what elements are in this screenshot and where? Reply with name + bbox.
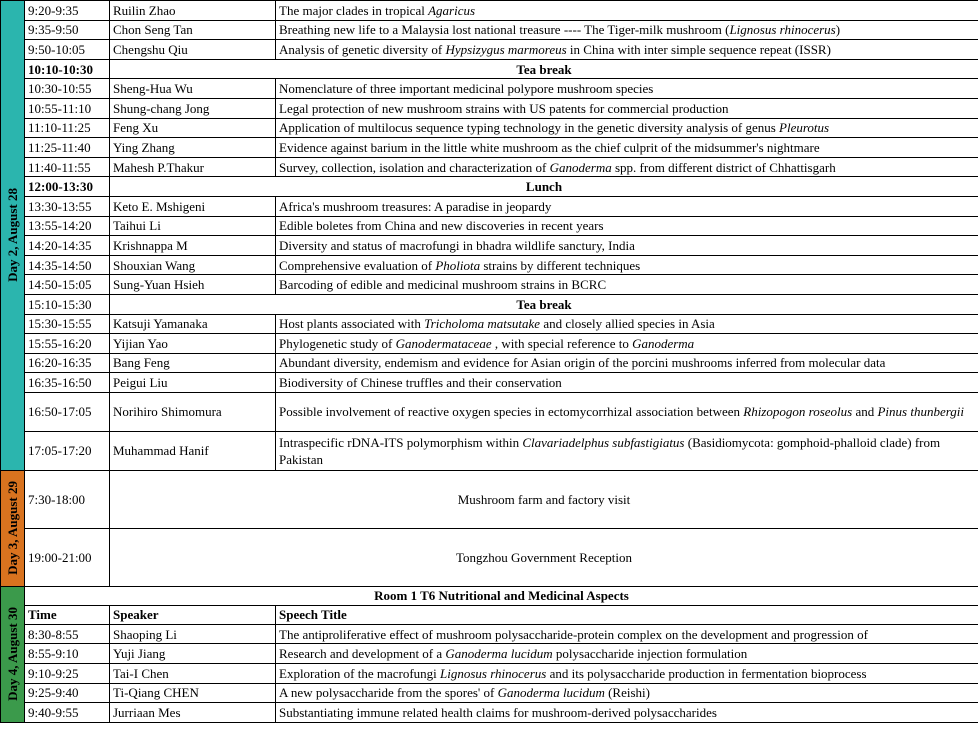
table-row [1,392,978,431]
speaker-cell: Ruilin Zhao [110,1,276,21]
speaker-cell: Shung-chang Jong [110,98,276,118]
table-row [1,624,978,644]
speaker-cell: Chengshu Qiu [110,40,276,60]
title-text: Intraspecific rDNA-ITS polymorphism within [279,434,523,450]
table-row [1,79,978,99]
title-species: Pinus thunbergii [877,404,965,420]
time-cell: 11:40-11:55 [25,157,110,177]
time-cell: 10:10-10:30 [25,59,110,79]
speech-title [276,138,978,158]
speaker-cell: Norihiro Shimomura [110,392,276,431]
speech-title [276,314,978,334]
title-species: Ganoderma [632,335,695,351]
table-row [1,157,978,177]
title-text: and closely allied species in Asia [540,316,715,332]
time-cell: 16:50-17:05 [25,392,110,431]
time-cell: 14:20-14:35 [25,236,110,256]
title-text: polysaccharide injection formulation [552,646,748,662]
table-row [1,40,978,60]
time-cell: 15:30-15:55 [25,314,110,334]
room-title-row [1,586,978,605]
title-text: Research and development of a [279,646,446,662]
table-row [1,275,978,295]
speaker-cell: Shaoping Li [110,624,276,644]
speaker-cell: Jurriaan Mes [110,703,276,723]
title-text: Evidence against barium in the little white mushroom as the chief culprit of the midsummer's nightmare [279,139,820,155]
speech-title [276,196,978,216]
header-speaker: Speaker [110,605,276,624]
title-species: Lignosus rhinocerus [440,665,547,681]
title-text: The antiproliferative effect of mushroom polysaccharide-protein complex on the development and progression of [279,626,868,642]
title-text: Africa's mushroom treasures: A paradise in jeopardy [279,198,552,214]
table-row [1,216,978,236]
table-row [1,373,978,393]
day-label-cell [1,586,25,722]
time-cell: 9:25-9:40 [25,683,110,703]
title-text: spp. from different district of Chhattisgarh [611,159,836,175]
title-text: Host plants associated with [279,316,425,332]
break-cell: Lunch [110,177,978,197]
speaker-cell: Shouxian Wang [110,255,276,275]
title-text: A new polysaccharide from the spores' of [279,685,498,701]
day-label: Day 2, August 28 [5,188,20,283]
speaker-cell: Yuji Jiang [110,644,276,664]
time-cell: 9:35-9:50 [25,20,110,40]
header-row [1,605,978,624]
speaker-cell: Ying Zhang [110,138,276,158]
title-text: Phylogenetic study of [279,335,396,351]
time-cell: 17:05-17:20 [25,431,110,470]
title-species: Clavariadelphus subfastigiatus [522,434,685,450]
title-species: Hypsizygus marmoreus [445,41,567,57]
event-cell: Mushroom farm and factory visit [110,470,978,528]
time-cell: 16:35-16:50 [25,373,110,393]
time-cell: 9:40-9:55 [25,703,110,723]
speech-title [276,373,978,393]
time-cell: 8:30-8:55 [25,624,110,644]
speech-title [276,20,978,40]
speaker-cell: Yijian Yao [110,334,276,354]
time-cell: 12:00-13:30 [25,177,110,197]
title-text: Possible involvement of reactive oxygen species in ectomycorrhizal association between [279,404,744,420]
title-species: Pholiota [435,257,481,273]
speech-title [276,275,978,295]
time-cell: 19:00-21:00 [25,528,110,586]
time-cell: 11:10-11:25 [25,118,110,138]
time-cell: 16:20-16:35 [25,353,110,373]
day-label: Day 3, August 29 [5,481,20,576]
speaker-cell: Katsuji Yamanaka [110,314,276,334]
speech-title [276,664,978,684]
speech-title [276,334,978,354]
title-text: and its polysaccharide production in fermentation bioprocess [546,665,867,681]
break-cell: Tea break [110,294,978,314]
speaker-cell: Feng Xu [110,118,276,138]
table-row [1,255,978,275]
table-row [1,683,978,703]
table-row [1,59,978,79]
table-row [1,353,978,373]
title-text: ) [835,22,841,38]
title-text: Substantiating immune related health claims for mushroom-derived polysaccharides [279,705,717,721]
time-cell: 7:30-18:00 [25,470,110,528]
table-row [1,1,978,21]
table-row [1,528,978,586]
day-label-cell [1,1,25,471]
break-cell: Tea break [110,59,978,79]
title-species: Agaricus [428,2,476,18]
title-text: , with special reference to [491,335,633,351]
speech-title [276,236,978,256]
title-text: Abundant diversity, endemism and evidence for Asian origin of the porcini mushrooms inferred from molecular data [279,355,886,371]
title-text: Legal protection of new mushroom strains with US patents for commercial production [279,100,729,116]
table-row [1,314,978,334]
speech-title [276,118,978,138]
speech-title [276,353,978,373]
table-row [1,664,978,684]
time-cell: 9:20-9:35 [25,1,110,21]
time-cell: 9:10-9:25 [25,664,110,684]
title-text: strains by different techniques [480,257,641,273]
time-cell: 8:55-9:10 [25,644,110,664]
table-row [1,470,978,528]
title-text: Exploration of the macrofungi [279,665,441,681]
table-row [1,196,978,216]
title-species: Ganoderma [549,159,612,175]
time-cell: 15:55-16:20 [25,334,110,354]
header-title: Speech Title [276,605,978,624]
title-species: Ganoderma lucidum [445,646,553,662]
speech-title [276,79,978,99]
time-cell: 15:10-15:30 [25,294,110,314]
speech-title [276,40,978,60]
speaker-cell: Mahesh P.Thakur [110,157,276,177]
title-text: Application of multilocus sequence typing technology in the genetic diversity analysis of genus [279,120,780,136]
speaker-cell: Sung-Yuan Hsieh [110,275,276,295]
table-row [1,294,978,314]
time-cell: 10:30-10:55 [25,79,110,99]
speech-title [276,216,978,236]
speech-title [276,98,978,118]
speaker-cell: Peigui Liu [110,373,276,393]
title-species: Lignosus rhinocerus [729,22,836,38]
table-row [1,334,978,354]
event-cell: Tongzhou Government Reception [110,528,978,586]
title-text: The major clades in tropical [279,2,429,18]
time-cell: 13:30-13:55 [25,196,110,216]
table-row [1,703,978,723]
time-cell: 14:50-15:05 [25,275,110,295]
title-text: Biodiversity of Chinese truffles and their conservation [279,375,562,391]
table-row [1,177,978,197]
title-text: (Reishi) [604,685,650,701]
table-row [1,118,978,138]
table-row [1,644,978,664]
speaker-cell: Sheng-Hua Wu [110,79,276,99]
day-label-cell [1,470,25,586]
title-text: Analysis of genetic diversity of [279,41,446,57]
title-text: Comprehensive evaluation of [279,257,436,273]
title-text: in China with inter simple sequence repeat (ISSR) [566,41,831,57]
title-text: Barcoding of edible and medicinal mushroom strains in BCRC [279,277,607,293]
time-cell: 14:35-14:50 [25,255,110,275]
speech-title [276,392,978,431]
speech-title [276,255,978,275]
title-species: Ganodermataceae [395,335,492,351]
speech-title [276,703,978,723]
speaker-cell: Muhammad Hanif [110,431,276,470]
table-row [1,98,978,118]
title-species: Rhizopogon roseolus [743,404,853,420]
title-text: (Basidiomycota: gomphoid-phalloid clade) from Pakistan [279,434,941,467]
table-row [1,236,978,256]
day-label: Day 4, August 30 [5,607,20,702]
speaker-cell: Chon Seng Tan [110,20,276,40]
speaker-cell: Ti-Qiang CHEN [110,683,276,703]
table-row [1,138,978,158]
time-cell: 9:50-10:05 [25,40,110,60]
table-row [1,20,978,40]
room-title: Room 1 T6 Nutritional and Medicinal Aspects [25,586,978,605]
speech-title [276,624,978,644]
title-text: Nomenclature of three important medicinal polypore mushroom species [279,81,654,97]
title-species: Ganoderma lucidum [497,685,605,701]
speech-title [276,683,978,703]
time-cell: 13:55-14:20 [25,216,110,236]
speech-title [276,644,978,664]
speaker-cell: Krishnappa M [110,236,276,256]
speaker-cell: Tai-I Chen [110,664,276,684]
speaker-cell: Taihui Li [110,216,276,236]
speech-title [276,431,978,470]
title-species: Pleurotus [779,120,830,136]
speaker-cell: Bang Feng [110,353,276,373]
title-species: Tricholoma matsutake [424,316,541,332]
speech-title [276,1,978,21]
title-text: Survey, collection, isolation and characterization of [279,159,550,175]
title-text: Breathing new life to a Malaysia lost national treasure ---- The Tiger-milk mushroom ( [279,22,730,38]
speech-title [276,157,978,177]
title-text: Diversity and status of macrofungi in bhadra wildlife sanctury, India [279,237,635,253]
header-time: Time [25,605,110,624]
table-row [1,431,978,470]
speaker-cell: Keto E. Mshigeni [110,196,276,216]
time-cell: 11:25-11:40 [25,138,110,158]
time-cell: 10:55-11:10 [25,98,110,118]
title-text: Edible boletes from China and new discoveries in recent years [279,218,604,234]
title-text: and [852,404,878,420]
